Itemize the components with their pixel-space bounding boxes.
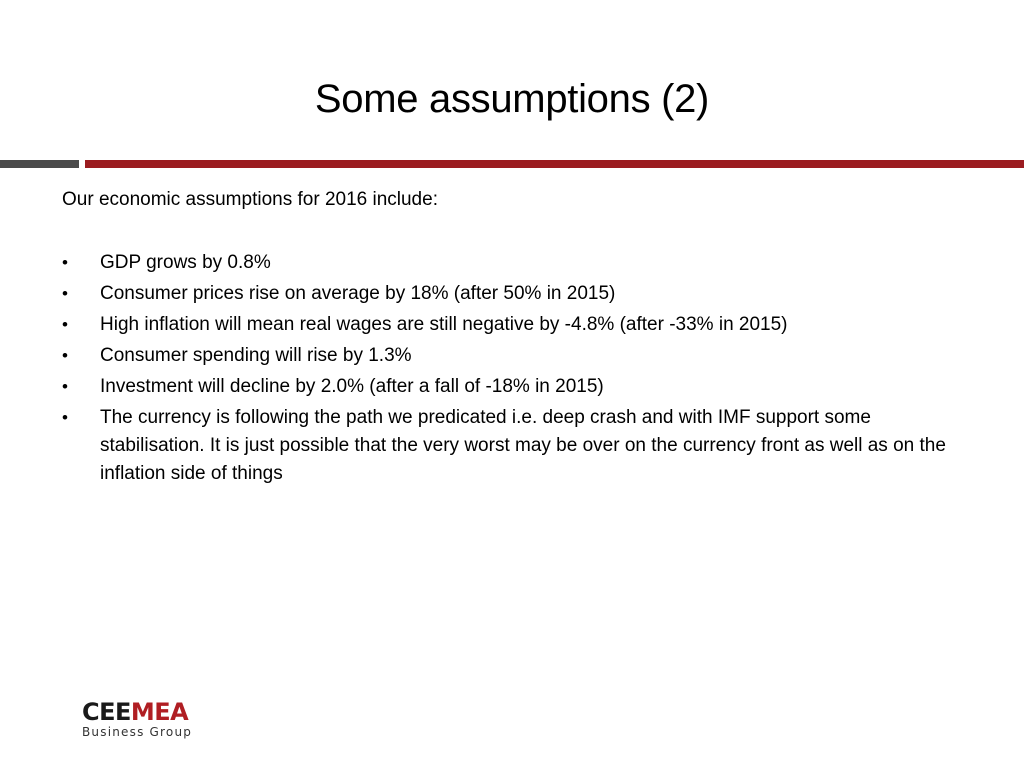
bullet-dot: • — [62, 315, 68, 334]
logo-subtitle: Business Group — [82, 725, 193, 739]
bullet-dot: • — [62, 408, 68, 427]
logo-part-cee: CEE — [82, 698, 131, 726]
bullet-text: GDP grows by 0.8% — [100, 252, 271, 273]
bullet-item — [62, 373, 962, 401]
bullet-text: High inflation will mean real wages are still negative by -4.8% (after -33% in 2015) — [100, 314, 788, 335]
bullet-text: The currency is following the path we predicated i.e. deep crash and with IMF support some stabilisation. It is just possible that the very worst may be over on the currency front as well as on the inflation side of things — [100, 407, 946, 484]
slide-title: Some assumptions (2) — [314, 77, 710, 121]
bullet-item — [62, 342, 962, 370]
logo-part-mea: MEA — [130, 698, 189, 726]
title-divider-gray — [0, 160, 79, 168]
bullet-text: Consumer prices rise on average by 18% (after 50% in 2015) — [100, 283, 616, 304]
bullet-dot: • — [62, 346, 68, 365]
slide-content — [62, 186, 962, 491]
bullet-dot: • — [62, 284, 68, 303]
bullet-item — [62, 280, 962, 308]
bullet-list — [62, 249, 962, 488]
bullet-item — [62, 311, 962, 339]
bullet-text: Consumer spending will rise by 1.3% — [100, 345, 412, 366]
bullet-dot: • — [62, 377, 68, 396]
intro-text: Our economic assumptions for 2016 include: — [62, 189, 438, 210]
bullet-item — [62, 249, 962, 277]
logo-wordmark — [82, 700, 242, 724]
bullet-item — [62, 404, 962, 488]
title-divider-red — [85, 160, 1024, 168]
company-logo — [82, 700, 242, 744]
bullet-dot: • — [62, 253, 68, 272]
bullet-text: Investment will decline by 2.0% (after a fall of -18% in 2015) — [100, 376, 604, 397]
